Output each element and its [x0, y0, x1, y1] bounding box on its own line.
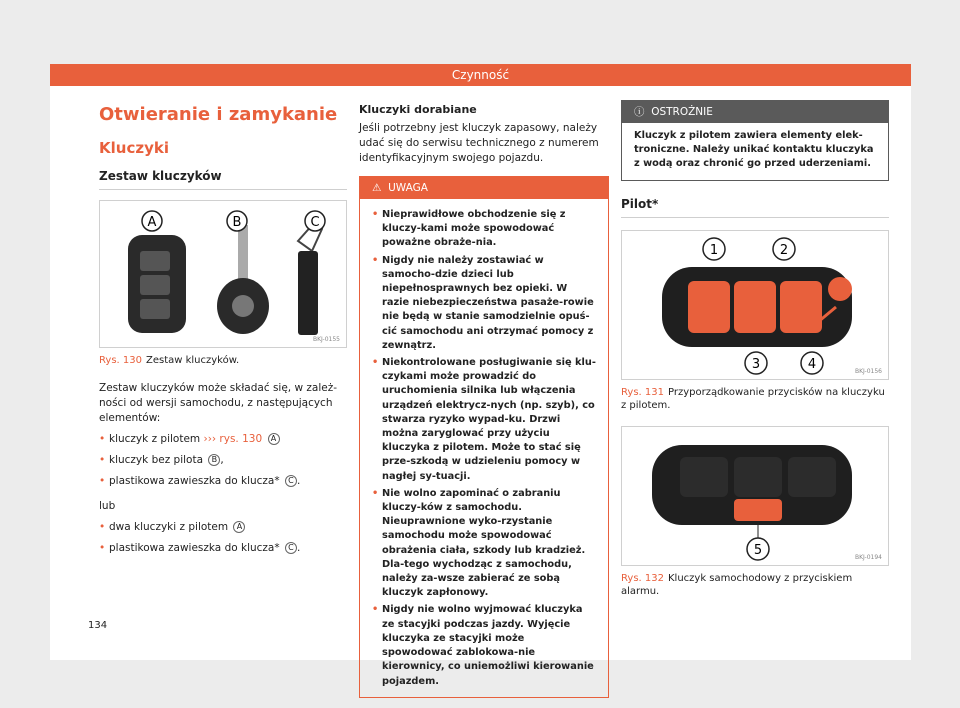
callout-2: 2 — [779, 242, 789, 258]
caution-box — [621, 100, 889, 181]
section-header: Czynność — [50, 64, 911, 86]
figure-code: BKJ-0156 — [854, 367, 882, 375]
spare-keys-text: Jeśli potrzebny jest kluczyk zapasowy, należy udać się do serwisu technicznego z numerem identyfikacyjnym swojego pojazdu. — [359, 122, 599, 164]
warning-header: ⚠ UWAGA — [360, 177, 608, 199]
list-item: • dwa kluczyki z pilotem A — [99, 520, 347, 535]
figure-remote-buttons — [621, 230, 889, 380]
callout-1: 1 — [709, 242, 719, 258]
list-item: • kluczyk z pilotem ››› rys. 130 A — [99, 432, 347, 447]
warning-icon: ⚠ — [372, 182, 382, 194]
figure-caption — [621, 386, 889, 412]
figure-number: Rys. 130 — [99, 355, 142, 366]
warning-item: • Niekontrolowane posługiwanie się klu-czykami może prowadzić do uruchomienia silnika lub włączenia urządzeń elektrycz-nych (np. szyb), co stwarza ryzyko wypad-ku. Drzwi można zaryglować przy użyciu kluczyka z pilotem. Może to stać się prze-szkodą w udzieleniu pomocy w nagłej sy-tuacji. — [372, 356, 596, 484]
subsection-title: Zestaw kluczyków — [99, 169, 347, 190]
remote-buttons-illustration — [622, 231, 888, 379]
key-set-illustration — [100, 201, 346, 347]
figure-key-set — [99, 200, 347, 348]
badge-a: A — [233, 521, 245, 533]
badge-b: B — [208, 454, 220, 466]
figure-caption — [99, 354, 347, 367]
caution-header: ⓘ OSTROŻNIE — [622, 101, 888, 123]
figure-code: BKJ-0194 — [854, 553, 882, 561]
manual-page — [50, 64, 911, 687]
figure-label-b: B — [232, 215, 242, 230]
warning-item: • Nie wolno zapominać o zabraniu kluczy-ków z samochodu. Nieuprawnione wyko-rzystanie samochodu może spowodować obrażenia ciała, szkody lub kradzież. Dla-tego wychodząc z samochodu, należy za-wsze zabierać ze sobą kluczyk zapłonowy. — [372, 487, 596, 601]
info-icon: ⓘ — [634, 106, 645, 118]
figure-caption — [621, 572, 889, 598]
list-item: • plastikowa zawieszka do klucza* C . — [99, 541, 347, 556]
warning-item: • Nigdy nie należy zostawiać w samocho-dzie dzieci lub niepełnosprawnych bez opieki. W razie niebezpieczeństwa pasaże-rowie nie będą w stanie samodzielnie opuś-cić samochodu ani otrzymać pomocy z zewnątrz. — [372, 254, 596, 353]
list-item: • kluczyk bez pilota B , — [99, 453, 347, 468]
column-left — [99, 100, 347, 556]
warning-box — [359, 176, 609, 698]
column-middle — [359, 100, 609, 698]
column-right — [621, 100, 889, 598]
badge-c: C — [285, 475, 297, 487]
page-number: 134 — [88, 620, 108, 631]
pilot-title: Pilot* — [621, 197, 889, 218]
badge-a: A — [268, 433, 280, 445]
callout-5: 5 — [753, 542, 763, 558]
figure-caption-text: Kluczyk samochodowy z przyciskiem alarmu. — [621, 572, 853, 597]
warning-item: • Nieprawidłowe obchodzenie się z kluczy-kami może spowodować poważne obraże-nia. — [372, 208, 596, 251]
or-text: lub — [99, 500, 116, 512]
badge-c: C — [285, 542, 297, 554]
section-title: Kluczyki — [99, 139, 169, 157]
callout-3: 3 — [751, 356, 761, 372]
callout-4: 4 — [807, 356, 817, 372]
figure-caption-text: Zestaw kluczyków. — [145, 355, 240, 366]
spare-keys-title: Kluczyki dorabiane — [359, 103, 477, 116]
warning-body — [360, 199, 608, 697]
figure-caption-text: Przyporządkowanie przycisków na kluczyku z pilotem. — [621, 386, 885, 411]
figure-code: BKJ-0155 — [312, 336, 340, 343]
key-blade-shape — [238, 225, 248, 281]
intro-paragraph: Zestaw kluczyków może składać się, w zależ-ności od wersji samochodu, z następujących elementów: — [99, 382, 338, 424]
figure-label-a: A — [147, 215, 157, 230]
figure-label-c: C — [310, 215, 320, 230]
alarm-key-illustration — [622, 427, 888, 565]
warning-item: • Nigdy nie wolno wyjmować kluczyka ze stacyjki podczas jazdy. Wyjęcie kluczyka ze stacyjki może spowodować zablokowa-nie kierownicy, co uniemożliwi kierowanie pojazdem. — [372, 603, 596, 688]
figure-number: Rys. 131 — [621, 386, 664, 398]
figure-reference-link[interactable]: ››› rys. 130 — [203, 433, 263, 445]
figure-alarm-key — [621, 426, 889, 566]
caution-text: Kluczyk z pilotem zawiera elementy elek-troniczne. Należy unikać kontaktu kluczyka z wodą oraz chronić go przed uderzeniami. — [634, 130, 874, 170]
chapter-title: Otwieranie i zamykanie — [99, 104, 338, 125]
list-item: • plastikowa zawieszka do klucza* C . — [99, 474, 347, 489]
plastic-tag-shape — [298, 251, 318, 335]
figure-number: Rys. 132 — [621, 572, 664, 584]
